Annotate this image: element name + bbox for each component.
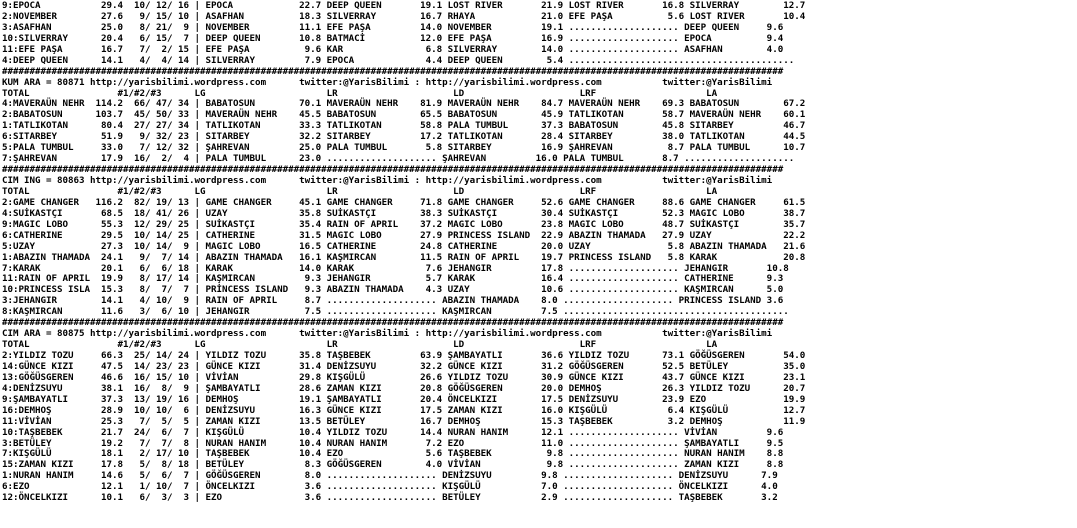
text-line: 12:ÖNCELKIZI 10.1 6/ 3/ 3 | EZO 3.6 .................... BETÜLEY 2.9 .................... TAŞBEBEK 3.2 <box>2 492 778 504</box>
text-line: 11:VİVİAN 25.3 7/ 5/ 5 | ZAMAN KIZI 13.5 BETÜLEY 16.7 DEMHOŞ 15.3 TAŞBEBEK 3.2 DEMHOŞ 11.9 <box>2 415 806 427</box>
text-line: 1:ABAZIN THAMADA 24.1 9/ 7/ 14 | ABAZIN THAMADA 16.1 KAŞMIRCAN 11.5 RAIN OF APRIL 19.7 PRINCESS ISLAND 5.8 KARAK 20.8 <box>2 251 806 263</box>
text-line: 4:SUİKASTÇI 68.5 18/ 41/ 26 | UZAY 35.8 SUİKASTÇI 38.3 SUİKASTÇI 30.4 SUİKASTÇI 52.3 MAGIC LOBO 38.7 <box>2 207 806 219</box>
text-line: 2:BABATOSUN 103.7 45/ 50/ 33 | MAVERAÜN NEHR 45.5 BABATOSUN 65.5 BABATOSUN 45.9 TATLIKOTAN 58.7 MAVERAÜN NEHR 60.1 <box>2 109 806 121</box>
text-line: TOTAL #1/#2/#3 LG LR LD LRF LA <box>2 339 718 351</box>
separator-line: ############################################################################################################################################## <box>2 65 784 77</box>
text-line: TOTAL #1/#2/#3 LG LR LD LRF LA <box>2 185 718 197</box>
text-line: CIM ING = 80863 http://yarisbilimi.wordpress.com twitter:@YarisBilimi : http://yarisbilimi.wordpress.com twitter:@YarisBilimi <box>2 175 773 186</box>
text-line: 5:UZAY 27.3 10/ 14/ 9 | MAGIC LOBO 16.5 CATHERINE 24.8 CATHERINE 20.0 UZAY 5.8 ABAZIN THAMADA 21.6 <box>2 240 806 252</box>
text-line: 6:CATHERINE 29.5 10/ 14/ 25 | CATHERINE 31.5 MAGIC LOBO 27.9 PRINCESS ISLAND 22.9 ABAZIN THAMADA 27.9 UZAY 22.2 <box>2 229 806 241</box>
text-line: 3:BETÜLEY 19.2 7/ 7/ 8 | NURAN HANIM 10.4 NURAN HANIM 7.2 EZO 11.0 .................... ŞAMBAYATLI 9.5 <box>2 437 784 449</box>
text-line: 10:PRINCESS ISLA 15.3 8/ 7/ 7 | PRİNCESS ISLAND 9.3 ABAZIN THAMADA 4.3 UZAY 10.6 .................... KAŞMIRCAN 5.0 <box>2 284 784 296</box>
text-line: 9:MAGIC LOBO 55.3 12/ 29/ 25 | SUİKASTÇI 35.4 RAIN OF APRIL 37.2 MAGIC LOBO 23.8 MAGIC LOBO 48.7 SUİKASTÇI 35.7 <box>2 218 806 230</box>
text-line: 1:TATLIKOTAN 80.4 27/ 27/ 34 | TATLIKOTAN 33.3 TATLIKOTAN 58.8 PALA TUMBUL 37.3 BABATOSUN 45.8 SITARBEY 46.7 <box>2 120 806 132</box>
text-line: 14:GÜNCE KIZI 47.5 14/ 23/ 23 | GÜNCE KIZI 31.4 DENİZSUYU 32.2 GÜNCE KIZI 31.2 GÖĞÜSGEREN 52.5 BETÜLEY 35.0 <box>2 360 806 372</box>
text-line: 15:ZAMAN KIZI 17.8 5/ 8/ 18 | BETÜLEY 8.3 GÖĞÜSGEREN 4.0 VİVİAN 9.8 .................... ZAMAN KIZI 8.8 <box>2 459 784 471</box>
text-line: 4:DEEP QUEEN 14.1 4/ 4/ 14 | SILVERRAY 7.9 EPOCA 4.4 DEEP QUEEN 5.4 ......................................... <box>2 54 795 66</box>
text-line: 2:NOVEMBER 27.6 9/ 15/ 10 | ASAFHAN 18.3 SILVERRAY 16.7 RHAYA 21.0 EFE PAŞA 5.6 LOST RIVER 10.4 <box>2 10 806 22</box>
separator-line: ############################################################################################################################################## <box>2 317 784 329</box>
text-line: 11:RAIN OF APRIL 19.9 8/ 17/ 14 | KAŞMIRCAN 9.3 JEHANGIR 5.7 KARAK 16.4 .................... CATHERINE 9.3 <box>2 273 784 285</box>
text-line: 1:NURAN HANIM 14.6 5/ 6/ 7 | GÖĞÜSGEREN 8.0 .................... DENİZSUYU 9.8 .................... DENİZSUYU 7.9 <box>2 470 778 482</box>
text-line: 11:EFE PAŞA 16.7 7/ 2/ 15 | EFE PAŞA 9.6 KAR 6.8 SILVERRAY 14.0 .................... ASAFHAN 4.0 <box>2 43 784 55</box>
text-line: 13:GÖĞÜSGEREN 46.6 16/ 15/ 10 | VİVİAN 29.8 KIŞGÜLÜ 26.6 YILDIZ TOZU 30.9 GÜNCE KIZI 43.7 GÜNCE KIZI 23.1 <box>2 371 806 383</box>
text-line: 9:EPOCA 29.4 10/ 12/ 16 | EPOCA 22.7 DEEP QUEEN 19.1 LOST RIVER 21.9 LOST RIVER 16.8 SILVERRAY 12.7 <box>2 0 806 11</box>
text-line: 16:DEMHOŞ 28.9 10/ 10/ 6 | DENİZSUYU 16.3 GÜNCE KIZI 17.5 ZAMAN KIZI 16.0 KIŞGÜLÜ 6.4 KIŞGÜLÜ 12.7 <box>2 404 806 416</box>
text-line: CIM ARA = 80875 http://yarisbilimi.wordpress.com twitter:@YarisBilimi : http://yarisbilimi.wordpress.com twitter:@YarisBilimi <box>2 328 773 340</box>
text-line: 3:JEHANGIR 14.1 4/ 10/ 9 | RAIN OF APRIL 8.7 .................... ABAZIN THAMADA 8.0 .................... PRINCESS ISLAND 3.6 <box>2 295 784 307</box>
text-line: KUM ARA = 80871 http://yarisbilimi.wordpress.com twitter:@YarisBilimi : http://yarisbilimi.wordpress.com twitter:@YarisBilimi <box>2 76 773 88</box>
text-line: 7:ŞAHREVAN 17.9 16/ 2/ 4 | PALA TUMBUL 23.0 .................... ŞAHREVAN 16.0 PALA TUMBUL 8.7 .................... <box>2 153 795 165</box>
text-line: 10:TAŞBEBEK 21.7 24/ 6/ 7 | KIŞGÜLÜ 10.4 YILDIZ TOZU 14.4 NURAN HANIM 12.1 .................... VİVİAN 9.6 <box>2 426 784 438</box>
text-line: 8:KAŞMIRCAN 11.6 3/ 6/ 10 | JEHANGIR 7.5 .................... KAŞMIRCAN 7.5 ......................................... <box>2 306 789 318</box>
text-line: TOTAL #1/#2/#3 LG LR LD LRF LA <box>2 87 718 99</box>
text-line: 4:DENİZSUYU 38.1 16/ 8/ 9 | ŞAMBAYATLI 28.6 ZAMAN KIZI 20.8 GÖĞÜSGEREN 20.0 DEMHOŞ 26.3 YILDIZ TOZU 20.7 <box>2 382 806 394</box>
text-line: 6:SITARBEY 51.9 9/ 32/ 23 | SITARBEY 32.2 SITARBEY 17.2 TATLIKOTAN 28.4 SITARBEY 38.0 TATLIKOTAN 44.5 <box>2 131 806 143</box>
text-line: 10:SILVERRAY 20.4 6/ 15/ 7 | DEEP QUEEN 10.8 BATMACİ 12.0 EFE PAŞA 16.9 .................... EPOCA 9.4 <box>2 32 784 44</box>
text-line: 7:KARAK 20.1 6/ 6/ 18 | KARAK 14.0 KARAK 7.6 JEHANGIR 17.8 .................... JEHANGIR 10.8 <box>2 262 789 274</box>
text-line: 2:YILDIZ TOZU 66.3 25/ 14/ 24 | YILDIZ TOZU 35.8 TAŞBEBEK 63.9 ŞAMBAYATLI 36.6 YILDIZ TOZU 73.1 GÖĞÜSGEREN 54.0 <box>2 350 806 361</box>
separator-line: ############################################################################################################################################## <box>2 164 784 176</box>
text-line: 6:EZO 12.1 1/ 10/ 7 | ÖNCELKIZI 3.6 .................... KIŞGÜLÜ 7.0 .................... ÖNCELKIZI 4.0 <box>2 481 778 493</box>
text-line: 4:MAVERAÜN NEHR 114.2 66/ 47/ 34 | BABATOSUN 70.1 MAVERAÜN NEHR 81.9 MAVERAÜN NEHR 84.7 MAVERAÜN NEHR 69.3 BABATOSUN 67.2 <box>2 98 806 110</box>
text-line: 3:ASAFHAN 25.0 8/ 21/ 9 | NOVEMBER 11.1 EFE PAŞA 14.0 NOVEMBER 19.1 .................... DEEP QUEEN 9.6 <box>2 21 784 33</box>
text-line: 5:PALA TUMBUL 33.0 7/ 12/ 32 | ŞAHREVAN 25.0 PALA TUMBUL 5.8 SITARBEY 16.9 ŞAHREVAN 8.7 PALA TUMBUL 10.7 <box>2 142 806 154</box>
text-line: 9:ŞAMBAYATLI 37.3 13/ 19/ 16 | DEMHOŞ 19.1 ŞAMBAYATLI 20.4 ÖNCELKIZI 17.5 DENİZSUYU 23.9 EZO 19.9 <box>2 393 806 405</box>
text-line: 2:GAME CHANGER 116.2 82/ 19/ 13 | GAME CHANGER 45.1 GAME CHANGER 71.8 GAME CHANGER 52.6 GAME CHANGER 88.6 GAME CHANGER 61.5 <box>2 196 806 208</box>
text-line: 7:KIŞGÜLÜ 18.1 2/ 17/ 10 | TAŞBEBEK 10.4 EZO 5.6 TAŞBEBEK 9.8 .................... NURAN HANIM 8.8 <box>2 448 784 460</box>
